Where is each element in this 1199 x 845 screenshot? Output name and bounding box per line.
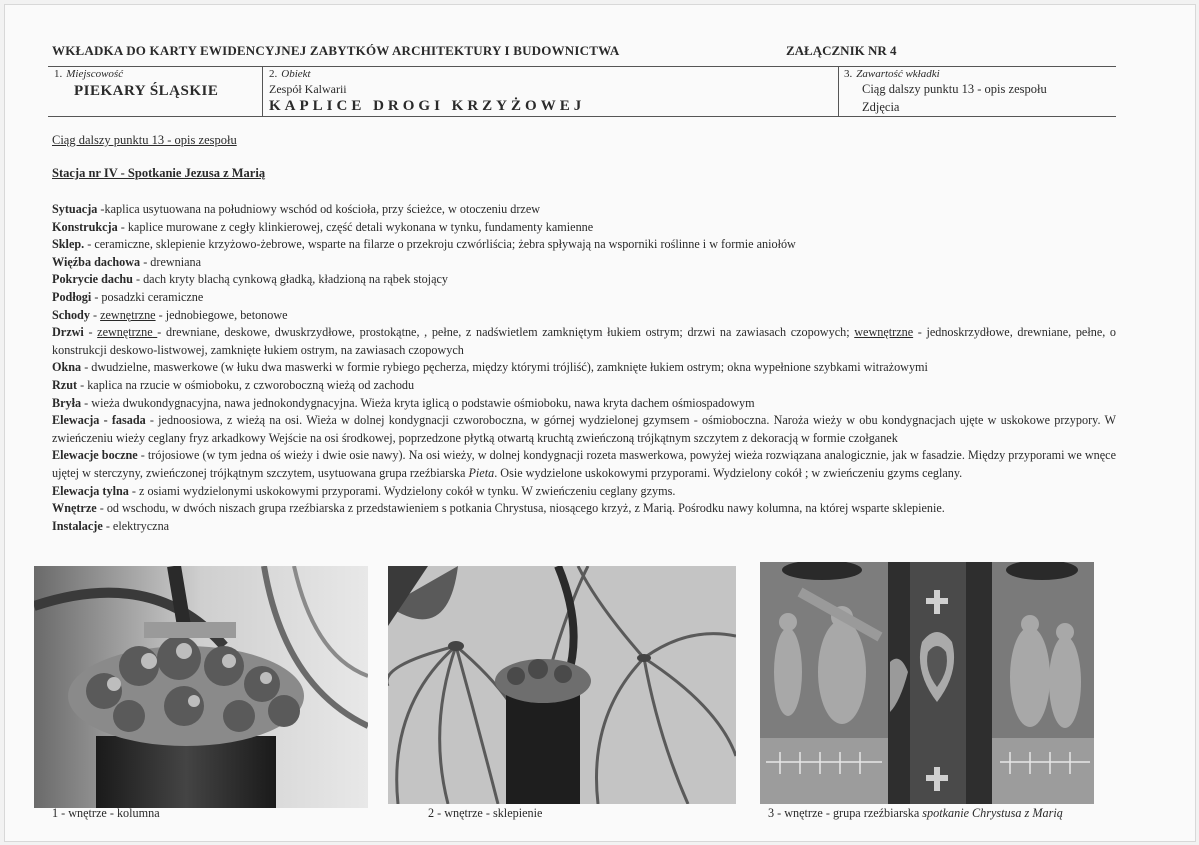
photo-column <box>34 566 368 808</box>
para-elewacja-fasada: Elewacja - fasada - jednoosiowa, z wieżą na osi. Wieża w dolnej kondygnacji czworoboczna, w górnej wydzielonej gzymsem - ośmioboczna. Naroża wieży w obu kondygnacjach ujęte w uskokowe przypory. W zwieńczeniu wieży ceglany fryz arkadkowy Wejście na osi środkowej, poprzedzone płytką otwartą kruchtą zwieńczoną trójkątnym szczytem z dekoracją w formie czołganek <box>52 413 1116 445</box>
para-rzut: Rzut - kaplica na rzucie w ośmioboku, z czworoboczną wieżą od zachodu <box>52 377 415 392</box>
para-schody: Schody - zewnętrzne - jednobiegowe, betonowe <box>52 307 288 322</box>
para-okna: Okna - dwudzielne, maswerkowe (w łuku dwa maswerki w formie rybiego pęcherza, między którymi trójliść), zamknięte łukiem ostrym; okna wypełnione szybkami witrażowymi <box>52 360 928 375</box>
header-divider-1 <box>262 66 263 116</box>
para-wnetrze: Wnętrze - od wschodu, w dwóch niszach grupa rzeźbiarska z przedstawieniem s potkania Chrystusa, niosącego krzyż, z Marią. Pośrodku nawy kolumna, na której wsparte sklepienie. <box>52 501 945 516</box>
locality-value: PIEKARY ŚLĄSKIE <box>74 83 219 99</box>
header-rule-bottom <box>48 116 1116 117</box>
object-complex: Zespół Kalwarii <box>269 82 347 96</box>
para-elewacje-boczne: Elewacje boczne - trójosiowe (w tym jedna oś wieży i dwie osie nawy). Na osi wieży, w dolnej kondygnacji rozeta maswerkowa, powyżej wieża rozwiązana analogicznie, jak w fasadzie. Między przyporami we wnęce ujętej w sterczyny, zwieńczonej trójkątnym szczytem, usytuowana grupa rzeźbiarska Pieta. Osie wydzielone uskokowymi przyporami. Wydzielony cokół ; w zwieńczeniu gzyms ceglany. <box>52 448 1116 480</box>
station-heading: Stacja nr IV - Spotkanie Jezusa z Marią <box>52 166 266 180</box>
para-instalacje: Instalacje - elektryczna <box>52 518 170 533</box>
para-sytuacja: Sytuacja -kaplica usytuowana na południowy wschód od kościoła, przy ścieżce, w otoczeniu drzew <box>52 202 541 216</box>
photo-caption-2: 2 - wnętrze - sklepienie <box>428 806 543 820</box>
para-podlogi: Podłogi - posadzki ceramiczne <box>52 289 204 304</box>
contents-line-1: Ciąg dalszy punktu 13 - opis zespołu <box>862 82 1047 96</box>
para-wiezba: Więźba dachowa - drewniana <box>52 254 202 269</box>
header-rule-top <box>48 66 1116 67</box>
para-pokrycie: Pokrycie dachu - dach kryty blachą cynkową gładką, kładzioną na rąbek stojący <box>52 272 448 287</box>
photo-vault <box>388 566 736 804</box>
object-label: 2. Obiekt <box>269 68 311 80</box>
para-drzwi: Drzwi - zewnętrzne - drewniane, deskowe, dwuskrzydłowe, prostokątne, , pełne, z nadświetlem zamkniętym łukiem ostrym; drzwi na zawiasach czopowych; wewnętrzne - jednoskrzydłowe, drewniane, pełne, o konstrukcji deskowo-listwowej, zamknięte łukiem ostrym, na zawiasach czopowych <box>52 325 1117 357</box>
photo-caption-1: 1 - wnętrze - kolumna <box>52 806 160 820</box>
photo-sculpture <box>760 562 1094 804</box>
section-heading: Ciąg dalszy punktu 13 - opis zespołu <box>52 133 237 147</box>
contents-label: 3. Zawartość wkładki <box>844 68 940 80</box>
para-elewacja-tylna: Elewacja tylna - z osiami wydzielonymi uskokowymi przyporami. Wydzielony cokół w tynku. W zwieńczeniu ceglany gzyms. <box>52 483 676 498</box>
para-sklepienie: Sklep. - ceramiczne, sklepienie krzyżowo-żebrowe, wsparte na filarze o przekroju czwórliścia; żebra spływają na wsporniki roślinne i w formie aniołów <box>52 237 796 252</box>
attachment-number: ZAŁĄCZNIK NR 4 <box>786 43 897 58</box>
contents-line-2: Zdjęcia <box>862 100 900 114</box>
photo-caption-3: 3 - wnętrze - grupa rzeźbiarska spotkanie Chrystusa z Marią <box>768 806 1063 820</box>
document-title: WKŁADKA DO KARTY EWIDENCYJNEJ ZABYTKÓW ARCHITEKTURY I BUDOWNICTWA <box>52 43 620 58</box>
object-value: KAPLICE DROGI KRZYŻOWEJ <box>269 98 586 114</box>
locality-label: 1. Miejscowość <box>54 68 124 80</box>
header-divider-2 <box>838 66 839 116</box>
para-bryla: Bryła - wieża dwukondygnacyjna, nawa jednokondygnacyjna. Wieża kryta iglicą o podstawie ośmioboku, nawa kryta dachem ośmiospadowym <box>52 395 755 410</box>
para-konstrukcja: Konstrukcja - kaplice murowane z cegły klinkierowej, część detali wykonana w tynku, fundamenty kamienne <box>52 219 594 234</box>
description-body <box>52 201 1116 535</box>
